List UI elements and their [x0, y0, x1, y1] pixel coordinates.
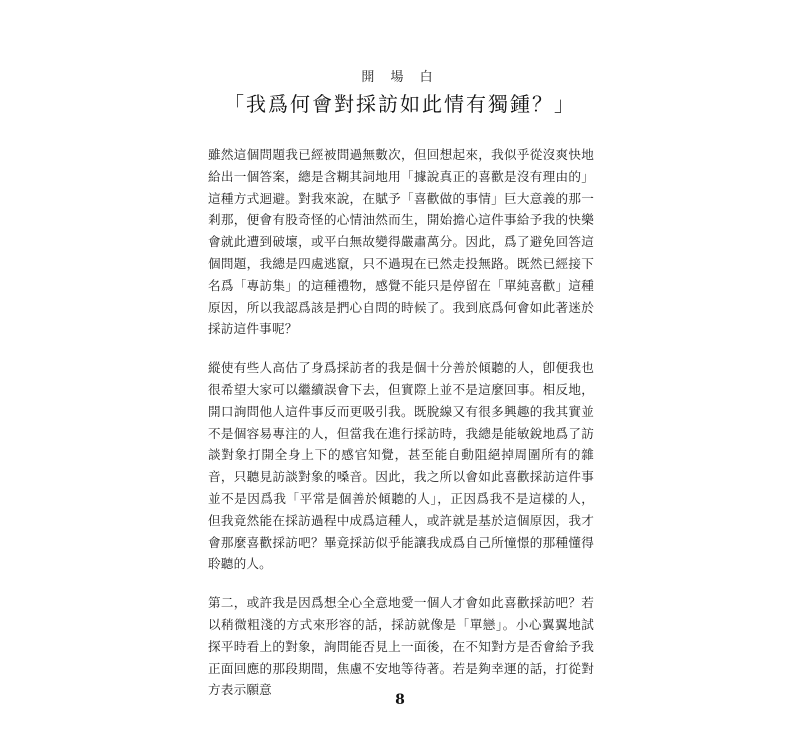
section-kicker: 開 場 白: [361, 70, 439, 85]
body-text: [208, 144, 594, 718]
paragraph-1: 雖然這個問題我已經被問過無數次，但回想起來，我似乎從沒爽快地給出一個答案，總是含糊其詞地用「據說真正的喜歡是沒有理由的」這種方式迴避。對我來說，在賦予「喜歡做的事情」巨大意義的那一剎那，便會有股奇怪的心情油然而生，開始擔心這件事給予我的快樂會就此遭到破壞，或平白無故變得嚴肅萬分。因此，爲了避免回答這個問題，我總是四處逃竄，只不過現在已然走投無路。既然已經接下名爲「專訪集」的這種禮物，感覺不能只是停留在「單純喜歡」這種原因，所以我認爲該是捫心自問的時候了。我到底爲何會如此著迷於採訪這件事呢？: [208, 147, 594, 337]
page-number: 8: [395, 692, 405, 708]
paragraph-2: 縱使有些人高估了身爲採訪者的我是個十分善於傾聽的人，卽便我也很希望大家可以繼續誤會下去，但實際上並不是這麼回事。相反地，開口詢問他人這件事反而更吸引我。既脫線又有很多興趣的我其實並不是個容易專注的人，但當我在進行採訪時，我總是能敏銳地爲了訪談對象打開全身上下的感官知覺，甚至能自動阻絕掉周圍所有的雜音，只聽見訪談對象的嗓音。因此，我之所以會如此喜歡採訪這件事並不是因爲我「平常是個善於傾聽的人」，正因爲我不是這樣的人，但我竟然能在採訪過程中成爲這種人，或許就是基於這個原因，我才會那麼喜歡採訪吧？畢竟採訪似乎能讓我成爲自己所憧憬的那種懂得聆聽的人。: [208, 360, 594, 572]
paragraph-3: 第二，或許我是因爲想全心全意地愛一個人才會如此喜歡採訪吧？若以稍微粗淺的方式來形容的話，採訪就像是「單戀」。小心翼翼地試探平時看上的對象，詢問能否見上一面後，在不知對方是否會給予我正面回應的那段期間，焦慮不安地等待著。若是夠幸運的話，打從對方表示願意: [208, 595, 594, 698]
chapter-title: 「我爲何會對採訪如此情有獨鍾？」: [224, 92, 576, 116]
